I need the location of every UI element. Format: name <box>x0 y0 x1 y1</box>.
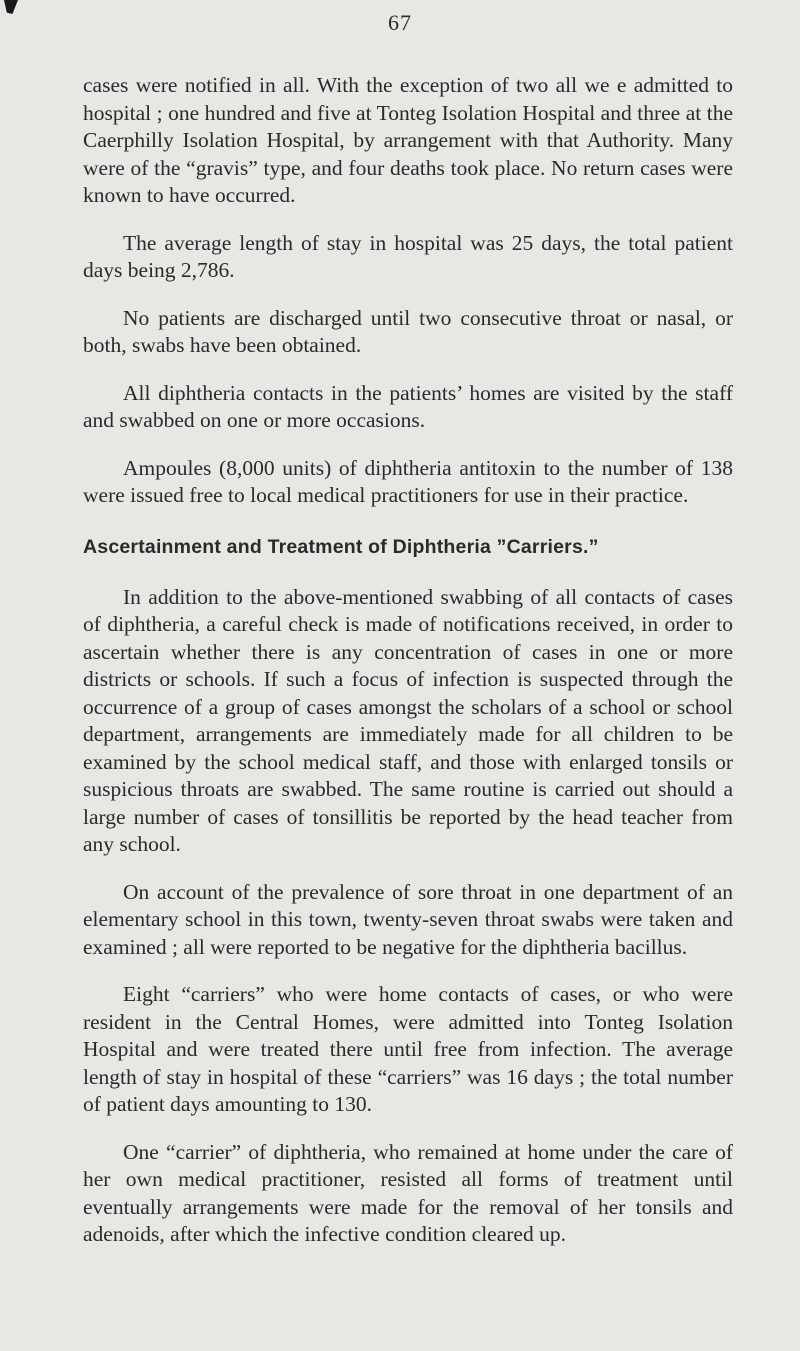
paragraph-sore-throat: On account of the prevalence of sore throat in one department of an elementary school in this town, twenty-seven throat swabs were taken and examined ; all were reported to be negative for the diphtheria bacillus. <box>83 879 733 959</box>
paragraph-antitoxin: Ampoules (8,000 units) of diphtheria antitoxin to the number of 138 were issued free to local medical practitioners for use in their practice. <box>83 455 733 507</box>
paragraph-one-carrier: One “carrier” of diphtheria, who remained at home under the care of her own medical practitioner, resisted all forms of treatment until eventually arrangements were made for the removal of her tonsils and adenoids, after which the infective condition cleared up. <box>83 1139 733 1246</box>
paragraph-ascertainment: In addition to the above-mentioned swabbing of all contacts of cases of diphtheria, a careful check is made of notifications received, in order to ascertain whether there is any concentration of cases in one or more districts or schools. If such a focus of infection is suspected through the occurrence of a group of cases amongst the scholars of a school or school department, arrangements are immediately made for all children to be examined by the school medical staff, and those with enlarged tonsils or suspicious throats are swabbed. The same routine is carried out should a large number of cases of tonsillitis be reported by the head teacher from any school. <box>83 584 733 856</box>
paragraph-cases-notified: cases were notified in all. With the exception of two all we e admitted to hospital ; one hundred and five at Tonteg Isolation Hospital and three at the Caerphilly Isolation Hospital, by arrangement with that Authority. Many were of the “gravis” type, and four deaths took place. No return cases were known to have occurred. <box>83 73 733 207</box>
paragraph-eight-carriers: Eight “carriers” who were home contacts of cases, or who were resident in the Central Homes, were admitted into Tonteg Isolation Hospital and were treated there until free from infection. The average length of stay in hospital of these “carriers” was 16 days ; the total number of patient days amounting to 130. <box>83 982 733 1116</box>
page-body <box>83 72 733 1249</box>
section-heading: Ascertainment and Treatment of Diphtheria ”Carriers.” <box>83 535 599 558</box>
page-number: 67 <box>388 10 412 35</box>
paragraph-contacts-visited: All diphtheria contacts in the patients’ homes are visited by the staff and swabbed on one or more occasions. <box>83 380 733 432</box>
paragraph-discharge-rule: No patients are discharged until two consecutive throat or nasal, or both, swabs have been obtained. <box>83 305 733 357</box>
paragraph-average-stay: The average length of stay in hospital was 25 days, the total patient days being 2,786. <box>83 230 733 282</box>
